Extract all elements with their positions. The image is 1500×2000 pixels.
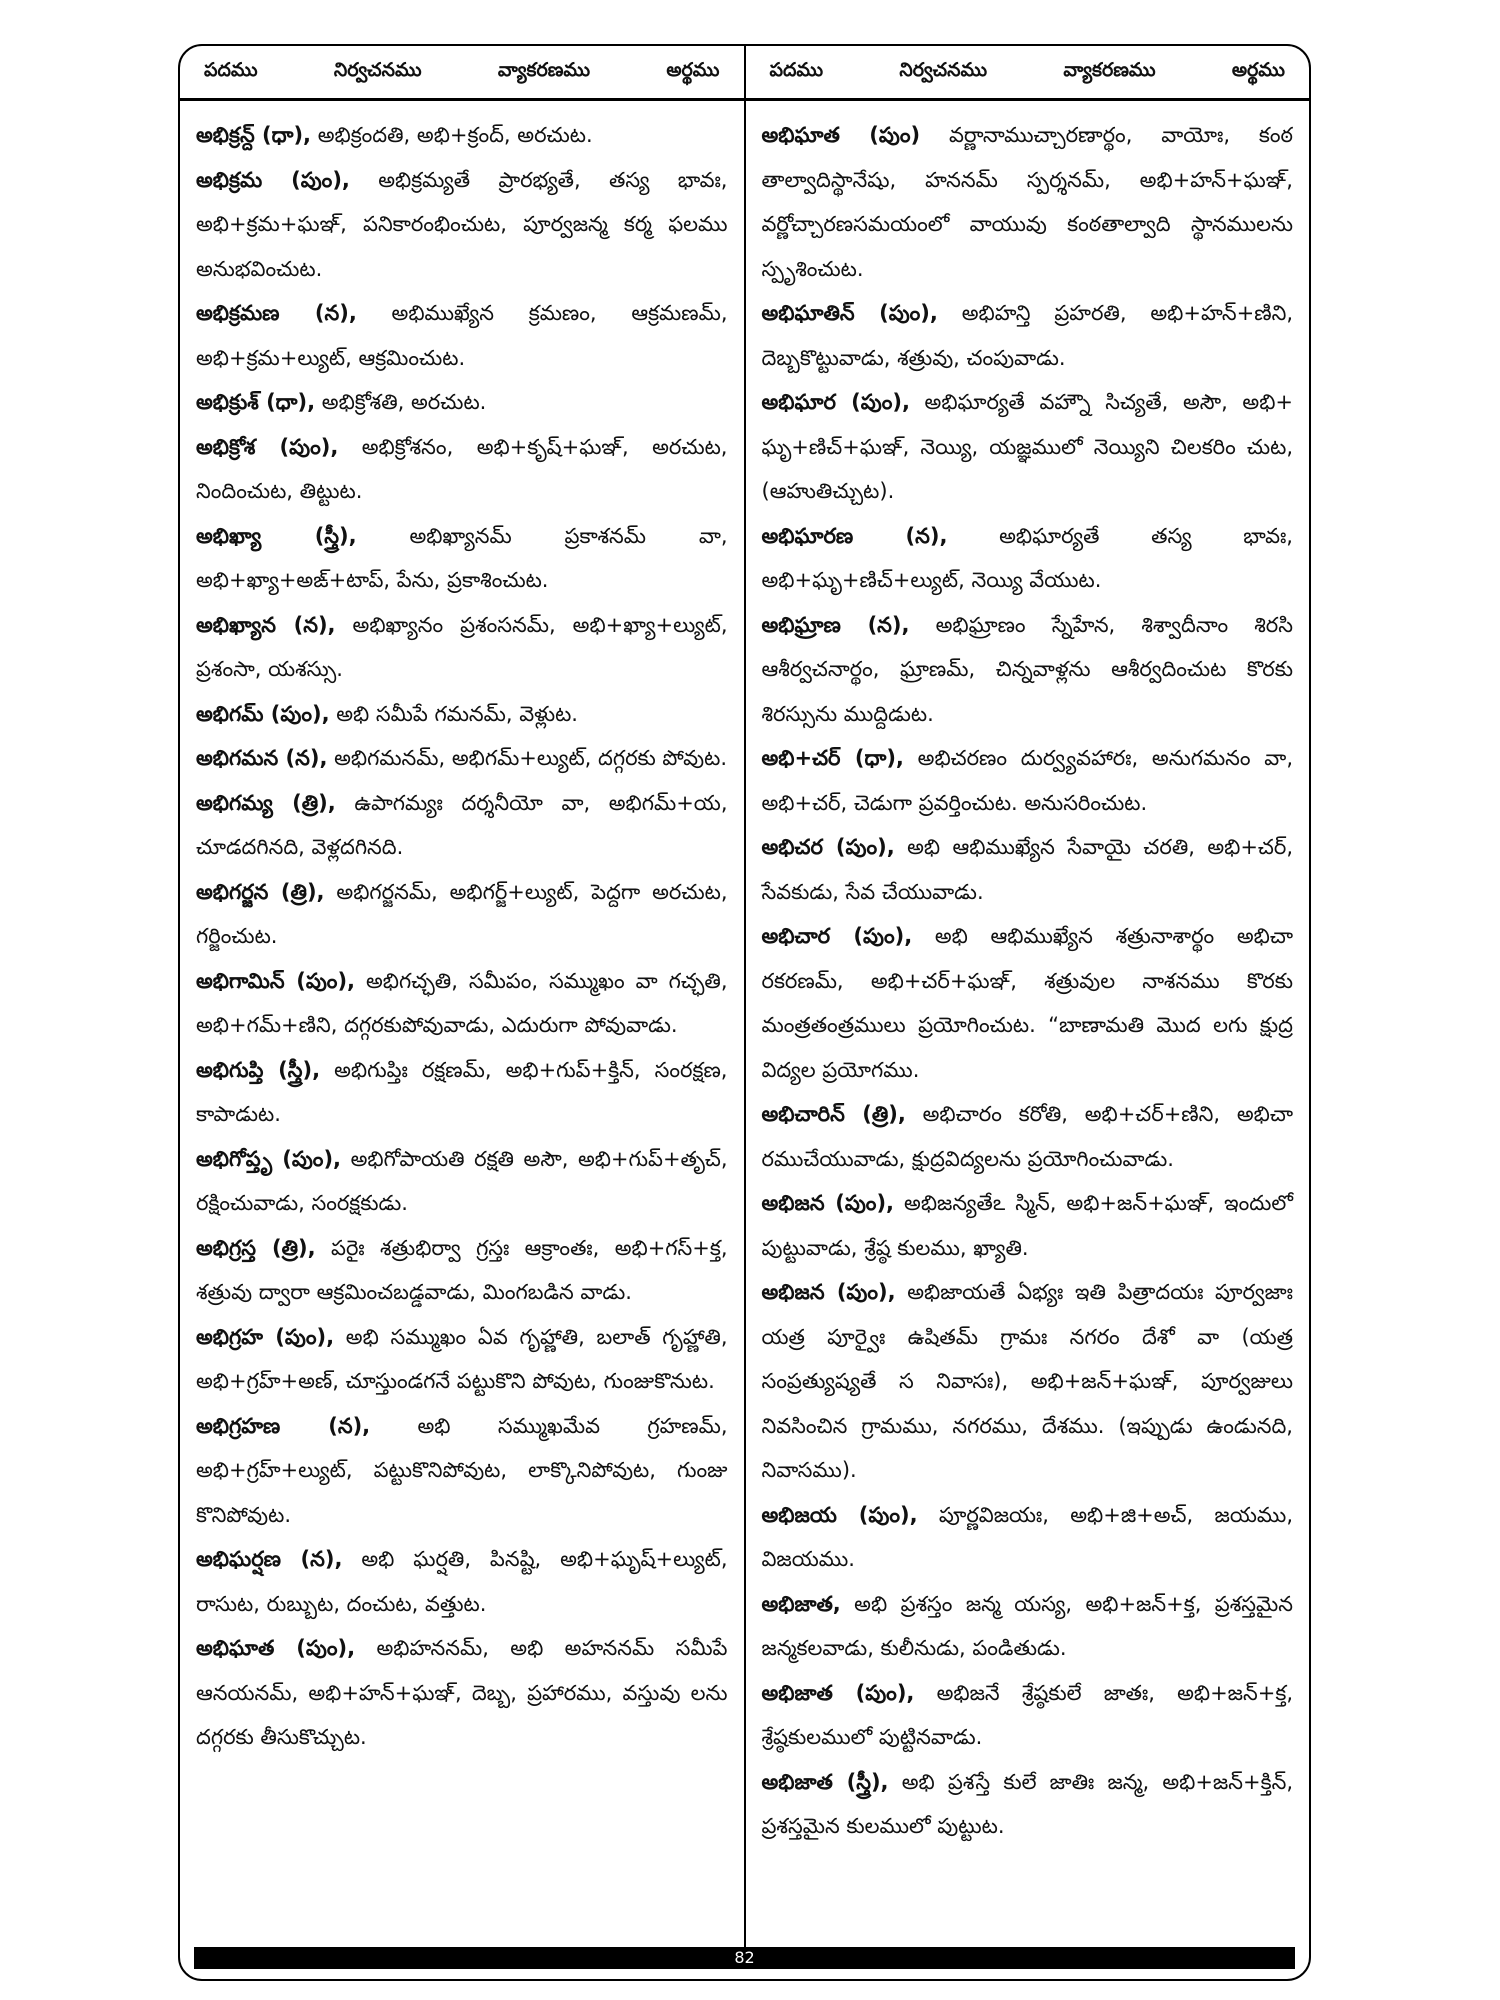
entry-definition: అభిఘార్యతే వహ్నౌ సిచ్యతే, అసౌ, అభి+ ఘృ+ణిచ్+ఘఞ్, నెయ్యి, యజ్ఞములో నెయ్యిని చిలకరిం చుట, (ఆహుతిచ్చుట).	[761, 390, 1293, 503]
dictionary-entry	[196, 1537, 728, 1626]
left-column	[180, 101, 744, 1969]
entry-headword: అభిగమన (న),	[196, 746, 328, 770]
dictionary-entry	[762, 1092, 1294, 1181]
dictionary-entry	[762, 736, 1294, 825]
entry-headword: అభి+చర్ (ధా),	[761, 746, 904, 770]
header-right	[744, 46, 1310, 98]
dictionary-entry	[196, 291, 728, 380]
entry-headword: అభిజాత (స్త్రీ),	[761, 1769, 889, 1794]
entry-headword: అభిఘాత (పుం)	[761, 123, 921, 147]
dictionary-entry	[762, 1582, 1294, 1671]
entry-headword: అభిక్రమ (పుం),	[196, 167, 350, 192]
page-number: 82	[734, 1948, 755, 1967]
entry-definition: అభిగచ్ఛతి, సమీపం, సమ్ముఖం వా గచ్ఛతి, అభి+గమ్+ణిని, దగ్గరకుపోవువాడు, ఎదురుగా పోవువాడు.	[196, 968, 728, 1037]
entry-headword: అభిచార (పుం),	[761, 924, 913, 948]
entry-headword: అభిఘారణ (న),	[761, 523, 948, 548]
dictionary-entry	[196, 1048, 728, 1137]
dictionary-entry	[196, 1315, 728, 1404]
entry-definition: అభిక్రోశనం, అభి+కృష్+ఘఞ్, అరచుట, నిందించుట, తిట్టుట.	[196, 434, 728, 503]
entry-definition: అభిఘ్రాణం స్నేహేన, శిశ్వాదీనాం శిరసి ఆశీర్వచనార్థం, ఘ్రాణమ్, చిన్నవాళ్లను ఆశీర్వదించుట కొరకు శిరస్సును ముద్దిడుట.	[761, 612, 1293, 726]
entry-headword: అభిఘాత (పుం),	[196, 1636, 356, 1660]
entry-headword: అభిచారిన్ (త్రి),	[761, 1102, 906, 1126]
entry-definition: అభిచారం కరోతి, అభి+చర్+ణిని, అభిచా రముచేయువాడు, క్షుద్రవిద్యలను ప్రయోగించువాడు.	[761, 1102, 1293, 1171]
header-left	[180, 46, 744, 98]
header-grammar: వ్యాకరణము	[1063, 58, 1156, 81]
entry-definition: అభిజన్యతేఽ స్మిన్, అభి+జన్+ఘఞ్, ఇందులో పుట్టువాడు, శ్రేష్ఠ కులము, ఖ్యాతి.	[761, 1191, 1293, 1260]
entry-definition: అభి సమ్ముఖం ఏవ గృహ్ణాతి, బలాత్ గృహ్ణాతి, అభి+గ్రహ్+అణ్, చూస్తుండగనే పట్టుకొని పోవుట, గుంజుకొనుట.	[196, 1324, 728, 1393]
header-definition: నిర్వచనము	[899, 58, 988, 81]
page-frame	[178, 44, 1311, 1981]
entry-definition: అభిహన్తి ప్రహరతి, అభి+హన్+ణిని, దెబ్బకొట్టువాడు, శత్రువు, చంపువాడు.	[761, 301, 1293, 370]
dictionary-entry	[762, 1270, 1294, 1493]
header-grammar: వ్యాకరణము	[497, 58, 591, 81]
page-footer	[194, 1947, 1295, 1969]
dictionary-entry	[762, 113, 1294, 291]
entry-headword: అభిక్రోశ (పుం),	[196, 434, 339, 459]
header-word: పదము	[769, 58, 824, 81]
dictionary-entry	[196, 603, 728, 692]
entry-headword: అభిగ్రస్త (త్రి),	[196, 1235, 316, 1260]
entry-definition: అభిముఖ్యేన క్రమణం, ఆక్రమణమ్, అభి+క్రమ+ల్యుట్, ఆక్రమించుట.	[196, 301, 728, 370]
entry-headword: అభిగర్జన (త్రి),	[196, 879, 325, 904]
header-definition: నిర్వచనము	[333, 58, 422, 81]
header-word: పదము	[204, 58, 258, 81]
entry-headword: అభిగామిన్ (పుం),	[196, 968, 356, 993]
dictionary-body	[180, 101, 1309, 1969]
entry-headword: అభిచర (పుం),	[761, 835, 895, 859]
entry-headword: అభిగుప్తి (స్త్రీ),	[196, 1057, 321, 1082]
entry-definition: అభిగోపాయతి రక్షతి అసౌ, అభి+గుప్+తృచ్, రక్షించువాడు, సంరక్షకుడు.	[196, 1146, 728, 1215]
entry-definition: అభిగమనమ్, అభిగమ్+ల్యుట్, దగ్గరకు పోవుట.	[327, 746, 728, 770]
entry-definition: పరైః శత్రుభిర్వా గ్రస్తః ఆక్రాంతః, అభి+గస్+క్త, శత్రువు ద్వారా ఆక్రమించబడ్డవాడు, మింగబడిన వాడు.	[196, 1235, 728, 1304]
entry-definition: అభి ఆభిముఖ్యేన సేవాయై చరతి, అభి+చర్, సేవకుడు, సేవ చేయువాడు.	[761, 835, 1293, 904]
entry-headword: అభిఘర్షణ (న),	[196, 1547, 343, 1571]
entry-headword: అభిజాత (పుం),	[761, 1680, 915, 1705]
entry-headword: అభిగమ్య (త్రి),	[196, 790, 336, 815]
dictionary-entry	[196, 692, 728, 737]
entry-definition: పూర్ణవిజయః, అభి+జి+అచ్, జయము, విజయము.	[761, 1502, 1293, 1571]
entry-headword: అభిఘాతిన్ (పుం),	[761, 301, 938, 325]
entry-definition: అభిఘార్యతే తస్య భావః, అభి+ఘృ+ణిచ్+ల్యుట్, నెయ్యి వేయుట.	[761, 523, 1293, 592]
entry-definition: అభిహననమ్, అభి అహననమ్ సమీపే ఆనయనమ్, అభి+హన్+ఘఞ్, దెబ్బ, ప్రహారము, వస్తువు లను దగ్గరకు తీసుకొచ్చుట.	[196, 1636, 728, 1749]
entry-definition: అభిజాయతే ఏభ్యః ఇతి పిత్రాదయః పూర్వజాః యత్ర పూర్వైః ఉషితమ్ గ్రామః నగరం దేశో వా (యత్ర సంప్రత్యుష్యతే స నివాసః), అభి+జన్+ఘఞ్, పూర్వజులు నివసించిన గ్రామము, నగరము, దేశము. (ఇప్పుడు ఉండునది, నివాసము).	[761, 1280, 1293, 1482]
dictionary-entry	[196, 1137, 728, 1226]
entry-definition: అభి ప్రశస్తం జన్మ యస్య, అభి+జన్+క్త, ప్రశస్తమైన జన్మకలవాడు, కులీనుడు, పండితుడు.	[761, 1591, 1293, 1660]
entry-headword: అభిజాత,	[761, 1591, 841, 1616]
entry-headword: అభిక్రమణ (న),	[196, 301, 357, 325]
dictionary-entry	[196, 514, 728, 603]
dictionary-entry	[762, 1760, 1294, 1849]
entry-definition: అభి ఆభిముఖ్యేన శత్రునాశార్థం అభిచా రకరణమ్, అభి+చర్+ఘఞ్, శత్రువుల నాశనము కొరకు మంత్రతంత్రములు ప్రయోగించుట. “బాణామతి మొద లగు క్షుద్ర విద్యల ప్రయోగము.	[761, 924, 1293, 1082]
entry-definition: అభిగర్జనమ్, అభిగర్జ్+ల్యుట్, పెద్దగా అరచుట, గర్జించుట.	[196, 879, 728, 948]
entry-headword: అభిగమ్ (పుం),	[196, 701, 330, 726]
dictionary-entry	[196, 113, 728, 158]
entry-definition: అభిక్రోశతి, అరచుట.	[315, 390, 487, 414]
dictionary-entry	[196, 1404, 728, 1538]
entry-headword: అభిక్రన్ద్ (ధా),	[196, 123, 312, 147]
dictionary-entry	[196, 425, 728, 514]
dictionary-entry	[762, 914, 1294, 1092]
entry-headword: అభిఖ్యాన (న),	[196, 612, 336, 637]
entry-headword: అభిఖ్యా (స్త్రీ),	[196, 523, 357, 548]
entry-headword: అభిగోప్తృ (పుం),	[196, 1146, 342, 1171]
header-meaning: అర్థము	[1231, 58, 1285, 81]
dictionary-entry	[762, 1671, 1294, 1760]
entry-definition: వర్ణానాముచ్చారణార్థం, వాయోః, కంఠ తాల్వాదిస్థానేషు, హననమ్ స్పర్శనమ్, అభి+హన్+ఘఞ్, వర్ణోచ్చారణసమయంలో వాయువు కంఠతాల్వాది స్థానములను స్పృశించుట.	[761, 123, 1293, 281]
entry-definition: అభి సమీపే గమనమ్, వెళ్లుట.	[329, 701, 578, 726]
entry-definition: అభిక్రమ్యతే ప్రారభ్యతే, తస్య భావః, అభి+క్రమ+ఘఞ్, పనికారంభించుట, పూర్వజన్మ కర్మ ఫలము అనుభవించుట.	[196, 167, 728, 281]
entry-definition: అభిచరణం దుర్వ్యవహారః, అనుగమనం వా, అభి+చర్, చెడుగా ప్రవర్తించుట. అనుసరించుట.	[761, 746, 1293, 815]
dictionary-entry	[762, 380, 1294, 514]
dictionary-entry	[762, 603, 1294, 737]
dictionary-entry	[762, 1493, 1294, 1582]
dictionary-entry	[196, 781, 728, 870]
entry-headword: అభిగ్రహ (పుం),	[196, 1324, 335, 1349]
entry-definition: అభి ఘర్షతి, పినష్టి, అభి+ఘృష్+ల్యుట్, రాసుట, రుబ్బుట, దంచుట, వత్తుట.	[196, 1547, 728, 1616]
entry-headword: అభిజయ (పుం),	[761, 1502, 918, 1527]
dictionary-entry	[762, 291, 1294, 380]
dictionary-entry	[196, 1626, 728, 1760]
entry-definition: అభిగుప్తిః రక్షణమ్, అభి+గుప్+క్తిన్, సంరక్షణ, కాపాడుట.	[196, 1057, 728, 1126]
dictionary-entry	[762, 825, 1294, 914]
table-header	[180, 46, 1309, 101]
dictionary-entry	[196, 959, 728, 1048]
entry-definition: అభిక్రందతి, అభి+క్రంద్, అరచుట.	[311, 123, 593, 147]
header-meaning: అర్థము	[666, 58, 720, 81]
entry-headword: అభిక్రుశ్ (ధా),	[196, 390, 316, 414]
entry-definition: అభిఖ్యానమ్ ప్రకాశనమ్ వా, అభి+ఖ్యా+అఙ్+టాప్, పేను, ప్రకాశించుట.	[196, 523, 728, 592]
entry-headword: అభిజన (పుం),	[761, 1280, 896, 1304]
dictionary-entry	[196, 870, 728, 959]
dictionary-entry	[762, 1181, 1294, 1270]
entry-definition: అభి సమ్ముఖమేవ గ్రహణమ్, అభి+గ్రహ్+ల్యుట్, పట్టుకొనిపోవుట, లాక్కొనిపోవుట, గుంజు కొనిపోవుట.	[196, 1413, 728, 1527]
entry-definition: అభిజనే శ్రేష్ఠకులే జాతః, అభి+జన్+క్త, శ్రేష్ఠకులములో పుట్టినవాడు.	[761, 1680, 1293, 1749]
entry-headword: అభిజన (పుం),	[761, 1191, 895, 1215]
dictionary-entry	[196, 380, 728, 425]
entry-definition: ఉపాగమ్యః దర్శనీయో వా, అభిగమ్+య, చూడదగినది, వెళ్లదగినది.	[196, 790, 728, 859]
entry-headword: అభిఘ్రాణ (న),	[761, 612, 910, 637]
dictionary-entry	[196, 736, 728, 781]
dictionary-entry	[762, 514, 1294, 603]
dictionary-entry	[196, 158, 728, 292]
entry-definition: అభి ప్రశస్తే కులే జాతిః జన్మ, అభి+జన్+క్తిన్, ప్రశస్తమైన కులములో పుట్టుట.	[761, 1769, 1293, 1838]
entry-definition: అభిఖ్యానం ప్రశంసనమ్, అభి+ఖ్యా+ల్యుట్, ప్రశంసా, యశస్సు.	[196, 612, 728, 681]
entry-headword: అభిఘార (పుం),	[761, 390, 910, 414]
entry-headword: అభిగ్రహణ (న),	[196, 1413, 371, 1438]
right-column	[744, 101, 1310, 1969]
dictionary-entry	[196, 1226, 728, 1315]
